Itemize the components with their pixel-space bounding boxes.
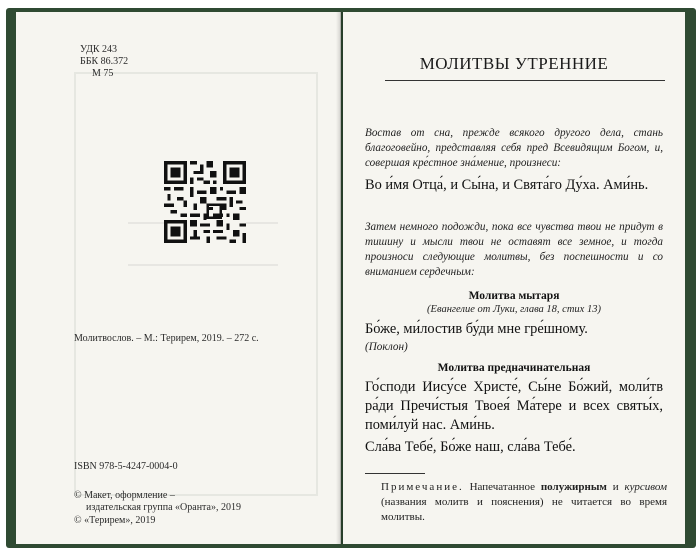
gospel-reference: (Евангелие от Луки, глава 18, стих 13) xyxy=(427,304,601,315)
author-mark: М 75 xyxy=(92,68,114,79)
bbk-code: ББК 86.372 xyxy=(80,56,129,67)
footnote-label: Примечание. xyxy=(381,481,464,493)
qr-code-icon xyxy=(164,161,246,243)
bow-note: (Поклон) xyxy=(365,341,408,353)
page-title: МОЛИТВЫ УТРЕННИЕ xyxy=(419,54,609,73)
instruction-2: Затем немного подожди, пока все чувства твои не придут в тишину и мысли твои не оставят все земное, и тогда произноси следующие молитвы, без поспешности и со вниманием сердечным: xyxy=(365,221,663,278)
title-rule xyxy=(385,80,665,81)
copyright-layout-line1: © Макет, оформление – xyxy=(74,490,175,501)
prayer-initial: Го́споди Иису́се Христе́, Сы́не Бо́жий, моли́тв ра́ди Пречи́стыя Твоея́ Ма́тере и всех святы́х, поми́луй нас. Ами́нь. xyxy=(365,379,663,433)
right-page xyxy=(343,12,685,544)
footnote xyxy=(381,480,667,525)
left-page xyxy=(16,12,341,544)
prayer-publican: Бо́же, ми́лостив бу́ди мне гре́шному. xyxy=(365,321,588,337)
instruction-1: Востав от сна, прежде всякого другого дела, стань благоговейно, представляя себя пред Всевидящим Богом, и, совершая кре́стное зна́мение, произнеси: xyxy=(365,127,663,169)
show-through-frame xyxy=(74,72,318,496)
copyright-layout-line2: издательская группа «Оранта», 2019 xyxy=(86,502,241,513)
isbn: ISBN 978-5-4247-0004-0 xyxy=(74,461,178,472)
udk-code: УДК 243 xyxy=(80,44,118,55)
footnote-italic: курсивом xyxy=(624,481,667,493)
prayer-glory: Сла́ва Тебе́, Бо́же наш, сла́ва Тебе́. xyxy=(365,439,576,455)
footnote-text: (названия молитв и пояснения) не читается во время молитвы. xyxy=(381,496,667,523)
copyright-publisher: © «Терирем», 2019 xyxy=(74,515,156,526)
subheading-publican-prayer: Молитва мытаря xyxy=(468,290,560,302)
prayer-trinity: Во и́мя Отца́, и Сы́на, и Свята́го Ду́ха. Ами́нь. xyxy=(365,177,649,193)
bibliographic-citation: Молитвослов. – М.: Терирем, 2019. – 272 с. xyxy=(74,333,259,344)
footnote-bold: полужирным xyxy=(540,481,607,493)
footnote-text: и xyxy=(606,481,625,493)
footnote-rule xyxy=(365,473,425,474)
subheading-initial-prayer: Молитва предначинательная xyxy=(437,362,591,374)
footnote-text: Напечатанное xyxy=(463,481,541,493)
